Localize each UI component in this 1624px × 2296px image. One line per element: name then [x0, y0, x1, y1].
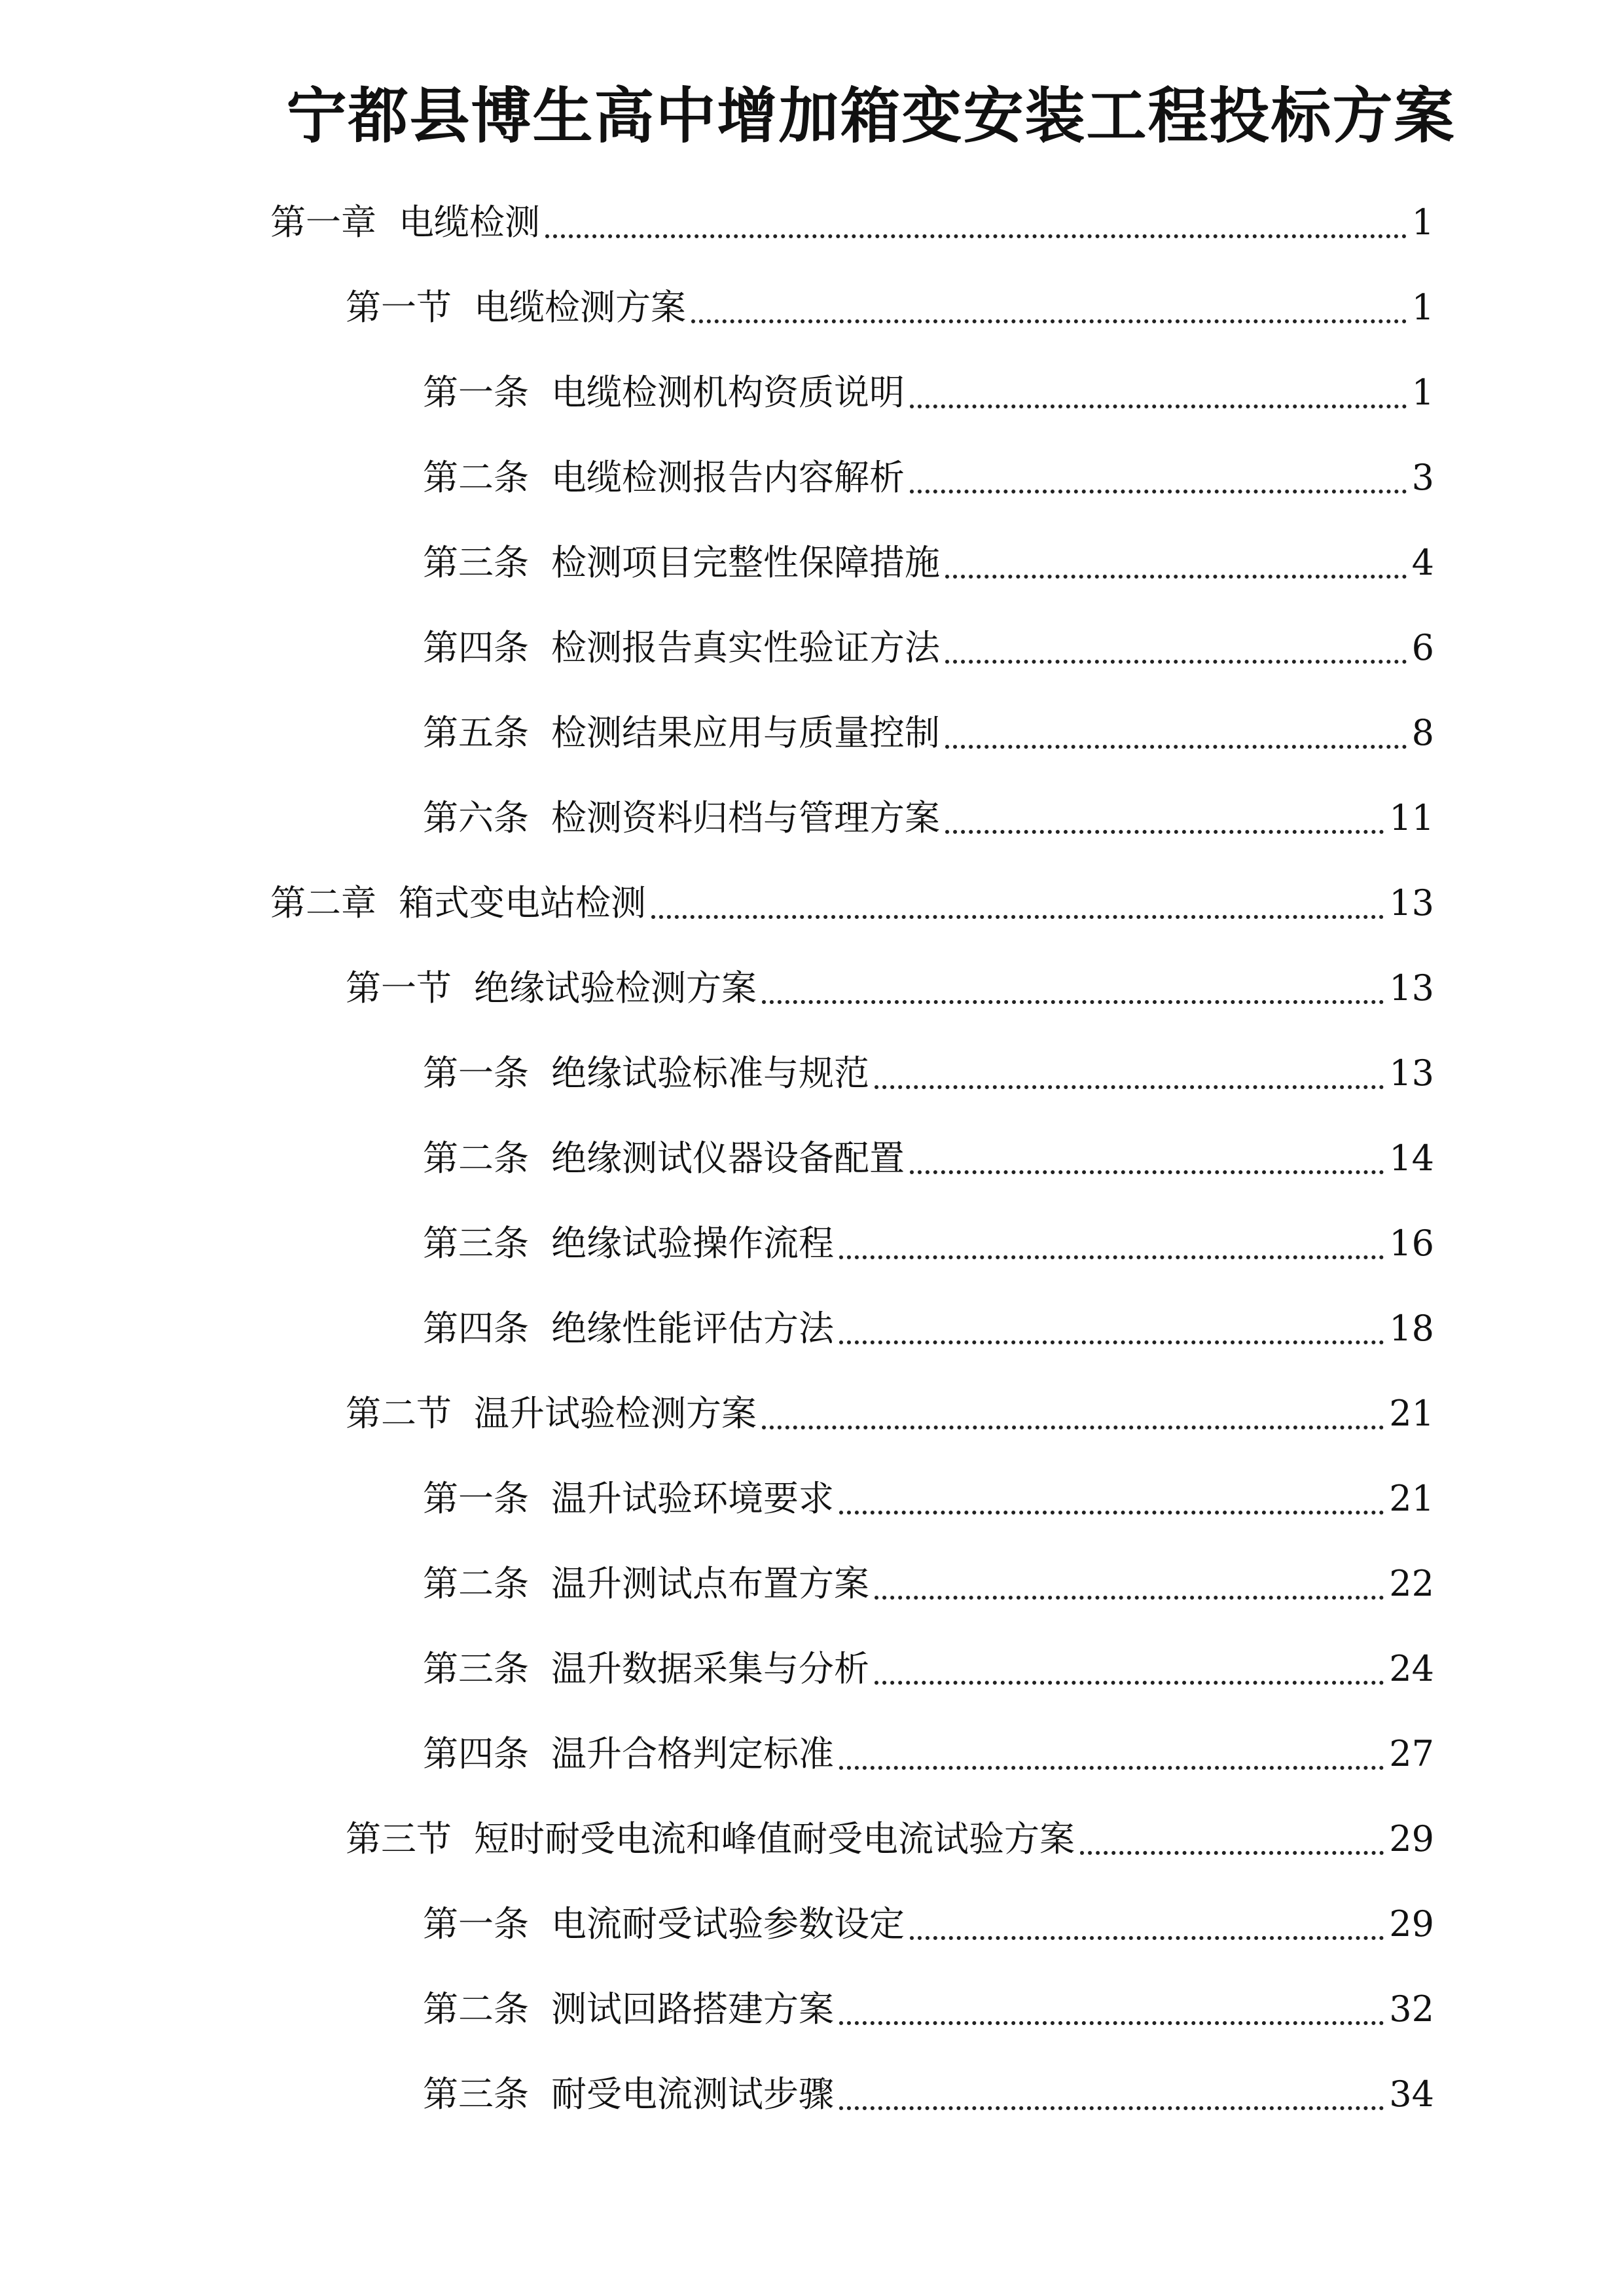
toc-entry-article[interactable]: [423, 1558, 1434, 1610]
toc-entry-heading: 短时耐受电流和峰值耐受电流试验方案: [474, 1818, 1075, 1859]
toc-entry-number: 第一条: [423, 372, 529, 413]
toc-dot-leader: [945, 660, 1407, 664]
toc-entry-heading: 绝缘试验操作流程: [551, 1223, 834, 1264]
toc-entry-heading: 电缆检测机构资质说明: [551, 372, 905, 413]
toc-dot-leader: [651, 915, 1384, 919]
toc-entry-article[interactable]: [423, 2068, 1434, 2121]
toc-entry-number: 第三条: [423, 1223, 529, 1264]
toc-entry-number: 第二条: [423, 457, 529, 498]
toc-entry-page: 8: [1411, 712, 1434, 753]
toc-entry-number: 第一节: [346, 967, 452, 1009]
toc-entry-section[interactable]: [346, 962, 1434, 1014]
toc-dot-leader: [875, 1085, 1384, 1089]
toc-entry-number: 第二条: [423, 1563, 529, 1604]
toc-entry-page: 18: [1389, 1308, 1434, 1349]
toc-entry-page: 16: [1389, 1223, 1434, 1264]
toc-entry-article[interactable]: [423, 1047, 1434, 1100]
toc-entry-article[interactable]: [423, 1983, 1434, 2036]
toc-entry-article[interactable]: [423, 452, 1434, 504]
toc-entry-page: 34: [1389, 2073, 1434, 2115]
toc-entry-heading: 绝缘性能评估方法: [551, 1308, 834, 1349]
toc-dot-leader: [910, 404, 1407, 408]
toc-entry-article[interactable]: [423, 1473, 1434, 1525]
toc-entry-heading: 温升试验环境要求: [551, 1478, 834, 1519]
toc-entry-page: 32: [1389, 1988, 1434, 2030]
toc-dot-leader: [762, 1426, 1384, 1429]
toc-entry-heading: 温升合格判定标准: [551, 1733, 834, 1774]
toc-dot-leader: [839, 1255, 1384, 1259]
toc-entry-heading: 绝缘测试仪器设备配置: [551, 1138, 905, 1179]
toc-entry-number: 第四条: [423, 627, 529, 668]
toc-entry-page: 1: [1411, 372, 1434, 413]
toc-entry-number: 第一章: [270, 202, 376, 243]
toc-entry-number: 第三条: [423, 542, 529, 583]
toc-dot-leader: [839, 1766, 1384, 1770]
toc-dot-leader: [839, 1511, 1384, 1515]
toc-entry-page: 4: [1411, 542, 1434, 583]
toc-entry-page: 1: [1411, 287, 1434, 328]
toc-entry-heading: 检测项目完整性保障措施: [551, 542, 940, 583]
toc-entry-heading: 检测结果应用与质量控制: [551, 712, 940, 753]
toc-entry-number: 第一条: [423, 1903, 529, 1945]
toc-entry-heading: 电缆检测报告内容解析: [551, 457, 905, 498]
toc-dot-leader: [910, 490, 1407, 493]
toc-entry-heading: 温升试验检测方案: [474, 1393, 757, 1434]
toc-dot-leader: [762, 1000, 1384, 1004]
toc-entry-article[interactable]: [423, 1132, 1434, 1185]
toc-entry-section[interactable]: [346, 1388, 1434, 1440]
toc-entry-article[interactable]: [423, 1728, 1434, 1780]
toc-entry-section[interactable]: [346, 281, 1434, 334]
toc-entry-page: 3: [1411, 457, 1434, 498]
toc-entry-article[interactable]: [423, 1217, 1434, 1270]
toc-entry-number: 第二条: [423, 1138, 529, 1179]
toc-dot-leader: [1080, 1851, 1384, 1855]
toc-entry-article[interactable]: [423, 1898, 1434, 1950]
toc-entry-heading: 电缆检测方案: [474, 287, 686, 328]
toc-entry-heading: 检测报告真实性验证方法: [551, 627, 940, 668]
toc-entry-page: 14: [1389, 1138, 1434, 1179]
toc-entry-heading: 绝缘试验标准与规范: [551, 1052, 869, 1094]
toc-dot-leader: [545, 234, 1407, 238]
toc-entry-number: 第四条: [423, 1308, 529, 1349]
toc-dot-leader: [945, 575, 1407, 579]
toc-dot-leader: [910, 1170, 1384, 1174]
toc-entry-page: 21: [1389, 1393, 1434, 1434]
toc-entry-number: 第一条: [423, 1052, 529, 1094]
toc-entry-heading: 耐受电流测试步骤: [551, 2073, 834, 2115]
toc-entry-article[interactable]: [423, 792, 1434, 844]
toc-entry-article[interactable]: [423, 367, 1434, 419]
toc-entry-chapter[interactable]: [270, 196, 1434, 249]
toc-entry-number: 第五条: [423, 712, 529, 753]
toc-entry-page: 13: [1389, 882, 1434, 924]
toc-entry-chapter[interactable]: [270, 877, 1434, 929]
toc-entry-number: 第二条: [423, 1988, 529, 2030]
toc-dot-leader: [875, 1596, 1384, 1600]
toc-entry-number: 第二节: [346, 1393, 452, 1434]
toc-entry-section[interactable]: [346, 1813, 1434, 1865]
toc-dot-leader: [839, 1340, 1384, 1344]
toc-entry-number: 第三节: [346, 1818, 452, 1859]
toc-entry-heading: 电缆检测: [399, 202, 540, 243]
toc-entry-page: 13: [1389, 967, 1434, 1009]
toc-entry-heading: 测试回路搭建方案: [551, 1988, 834, 2030]
toc-entry-page: 29: [1389, 1903, 1434, 1945]
toc-dot-leader: [945, 745, 1407, 749]
toc-dot-leader: [910, 1936, 1384, 1940]
toc-entry-heading: 箱式变电站检测: [399, 882, 646, 924]
toc-entry-article[interactable]: [423, 537, 1434, 589]
toc-entry-heading: 绝缘试验检测方案: [474, 967, 757, 1009]
toc-dot-leader: [691, 319, 1407, 323]
toc-entry-page: 11: [1389, 797, 1434, 838]
toc-entry-page: 22: [1389, 1563, 1434, 1604]
toc-dot-leader: [875, 1681, 1384, 1685]
toc-dot-leader: [945, 830, 1384, 834]
toc-entry-heading: 温升数据采集与分析: [551, 1648, 869, 1689]
toc-entry-article[interactable]: [423, 707, 1434, 759]
toc-entry-page: 6: [1411, 627, 1434, 668]
toc-dot-leader: [839, 2021, 1384, 2025]
toc-entry-number: 第一条: [423, 1478, 529, 1519]
toc-entry-number: 第四条: [423, 1733, 529, 1774]
toc-entry-page: 1: [1411, 202, 1434, 243]
toc-entry-number: 第二章: [270, 882, 376, 924]
toc-entry-heading: 检测资料归档与管理方案: [551, 797, 940, 838]
toc-entry-page: 29: [1389, 1818, 1434, 1859]
toc-entry-number: 第三条: [423, 1648, 529, 1689]
toc-entry-page: 27: [1389, 1733, 1434, 1774]
toc-entry-heading: 电流耐受试验参数设定: [551, 1903, 905, 1945]
toc-entry-number: 第一节: [346, 287, 452, 328]
toc-entry-page: 21: [1389, 1478, 1434, 1519]
toc-dot-leader: [839, 2106, 1384, 2110]
toc-entry-article[interactable]: [423, 1643, 1434, 1695]
toc-entry-article[interactable]: [423, 622, 1434, 674]
toc-entry-number: 第六条: [423, 797, 529, 838]
toc-entry-number: 第三条: [423, 2073, 529, 2115]
toc-entry-page: 24: [1389, 1648, 1434, 1689]
toc-entry-article[interactable]: [423, 1302, 1434, 1355]
toc-entry-page: 13: [1389, 1052, 1434, 1094]
document-title: 宁都县博生高中增加箱变安装工程投标方案: [286, 81, 1456, 151]
toc-entry-heading: 温升测试点布置方案: [551, 1563, 869, 1604]
